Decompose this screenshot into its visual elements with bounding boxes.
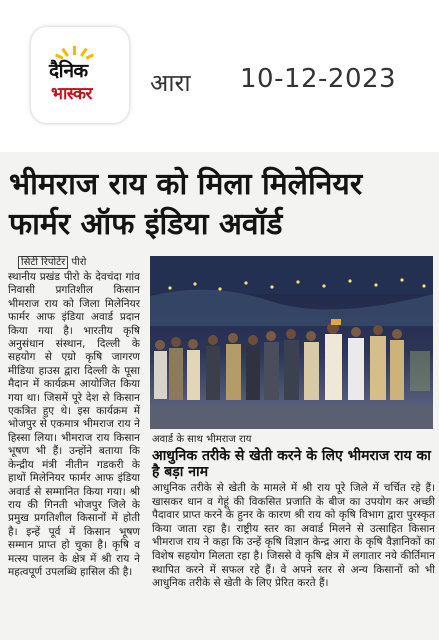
byline-desk: सिटी रिपोर्टर: [18, 256, 68, 269]
logo-text-bhaskar: भास्कर: [51, 84, 92, 104]
award-ceremony-photo: [150, 256, 433, 429]
logo-text-dainik: दैनिक: [49, 60, 88, 82]
byline-place: पीरो: [71, 257, 87, 268]
dainik-bhaskar-logo: [31, 27, 129, 123]
edition-city: आरा: [150, 69, 191, 97]
newspaper-header: [0, 0, 439, 135]
article-body-right: आधुनिक तरीके से खेती के मामले में श्री राय पूरे जिले में चर्चित रहे हैं। खासकर धान व गेहूं की विकसित प्रजाति के बीज का उपयोग कर अच्छी पैदावार प्राप्त करने के हुनर के कारण श्री राय को कृषि विभाग द्वारा पुरस्कृत किया जाता रहा है। राष्ट्रीय स्तर का अवार्ड मिलने से उत्साहित किसान भीमराज राय ने कहा कि उन्हें कृषि विज्ञान केन्द्र आरा के कृषि वैज्ञानिकों का विशेष सहयोग मिलता रहा है। जिससे वे कृषि क्षेत्र में लगातार नये कीर्तिमान स्थापित करने में सफल रहे हैं। वे अपने स्तर से अन्य किसानों को भी आधुनिक तरीके से खेती के लिए प्रेरित करते हैं।: [152, 482, 435, 590]
edition-date: 10-12-2023: [240, 64, 397, 94]
article-headline: भीमराज राय को मिला मिलेनियर फार्मर ऑफ इंडिया अवॉर्ड: [9, 167, 363, 242]
photo-caption: अवार्ड के साथ भीमराज राय: [152, 434, 252, 445]
article-byline: [18, 254, 86, 268]
article-body-left: स्थानीय प्रखंड पीरो के देवचंदा गांव निवासी प्रगतिशील किसान भीमराज राय को जिला मिलेनियर फार्मर आफ इंडिया अवार्ड प्रदान किया गया है। भारतीय कृषि अनुसंधान संस्थान, दिल्ली के सहयोग से एग्रो कृषि जागरण मीडिया हाउस द्वारा दिल्ली के पूसा मैदान में कार्यक्रम आयोजित किया गया था। जिसमें पूरे देश से किसान एकत्रित हुए थे। इस कार्यक्रम में भोजपुर से एकमात्र भीमराज राय ने हिस्सा लिया। भीमराज राय किसान भूषण भी हैं। उन्होंने बताया कि केन्द्रीय मंत्री नीतीन गडकरी के हाथों मिलेनियर फार्मर आफ इंडिया अवार्ड से सम्मानित किया गया। श्री राय की गिनती भोजपुर जिले के प्रमुख प्रगतिशील किसानों में होती है। इन्हें पूर्व में किसान भूषण सम्मान प्राप्त हो चुका है। कृषि व मत्स्य पालन के क्षेत्र में श्री राय ने महत्वपूर्ण उपलब्धि हासिल की है।: [8, 271, 140, 578]
article-subheadline: आधुनिक तरीके से खेती करने के लिए भीमराज राय का है बड़ा नाम: [152, 448, 431, 480]
